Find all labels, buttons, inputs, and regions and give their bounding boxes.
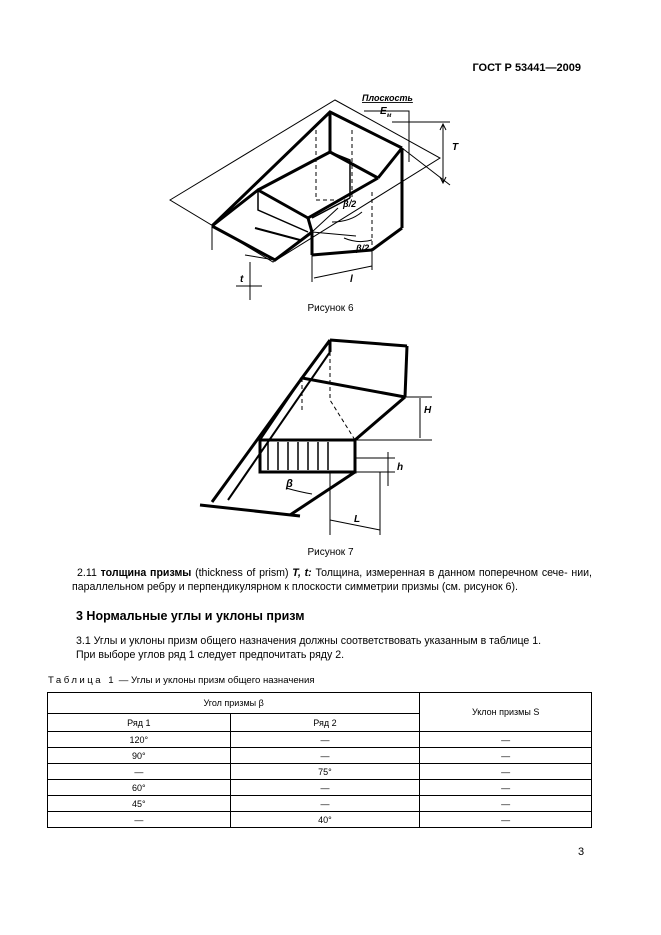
table-row xyxy=(48,748,592,764)
cell: 40° xyxy=(230,812,420,828)
label-h: h xyxy=(397,462,404,473)
figure-7-caption: Рисунок 7 xyxy=(307,547,354,558)
header-row-1: Ряд 1 xyxy=(48,714,231,732)
figure-7-drawing xyxy=(0,330,661,550)
label-beta-half-1: β/2 xyxy=(343,199,357,209)
standard-number: ГОСТ Р 53441—2009 xyxy=(472,62,581,74)
definition-number: 2.11 xyxy=(77,567,97,579)
table-row xyxy=(48,812,592,828)
definition-text-1: Толщина, измеренная в данном поперечном сече- xyxy=(315,567,568,579)
figure-6-drawing xyxy=(0,85,661,300)
table-row xyxy=(48,764,592,780)
cell: — xyxy=(230,796,420,812)
label-l: l xyxy=(350,274,353,285)
header-row-2: Ряд 2 xyxy=(230,714,420,732)
label-L: L xyxy=(354,514,361,525)
definition-text-2: нии, параллельном ребру и перпендикулярном к плоскости симметрии призмы (см. рисунок 6). xyxy=(72,567,592,593)
table-1-label: Таблица 1 xyxy=(48,675,117,686)
table-1-title: — Углы и уклоны призм общего назначения xyxy=(116,675,315,686)
table-row xyxy=(48,732,592,748)
cell: — xyxy=(420,732,592,748)
cell: — xyxy=(420,796,592,812)
page-number: 3 xyxy=(578,846,585,858)
cell: 45° xyxy=(48,796,231,812)
cell: — xyxy=(230,748,420,764)
label-t: t xyxy=(240,274,244,285)
section-3-title: 3 Нормальные углы и уклоны призм xyxy=(76,609,305,623)
plane-label: Плоскость xyxy=(362,93,413,103)
section-3-paragraph xyxy=(76,634,596,662)
definition-2-11 xyxy=(72,566,592,594)
cell: — xyxy=(420,748,592,764)
label-T: T xyxy=(452,142,459,153)
cell: 90° xyxy=(48,748,231,764)
para-line-2: При выборе углов ряд 1 следует предпочитать ряду 2. xyxy=(76,649,345,661)
cell: 60° xyxy=(48,780,231,796)
cell: — xyxy=(420,812,592,828)
definition-symbols: T, t: xyxy=(292,567,312,579)
figure-6-caption: Рисунок 6 xyxy=(307,303,354,314)
plane-symbol: E xyxy=(380,106,387,117)
header-prism-angle: Угол призмы β xyxy=(48,693,420,714)
plane-subscript: м xyxy=(387,113,392,119)
header-prism-slope: Уклон призмы S xyxy=(420,693,592,732)
cell: — xyxy=(48,764,231,780)
table-row xyxy=(48,796,592,812)
label-beta-half-2: β/2 xyxy=(356,243,370,253)
cell: — xyxy=(420,764,592,780)
label-beta: β xyxy=(286,478,293,490)
table-1-caption xyxy=(48,675,315,686)
table-row xyxy=(48,780,592,796)
table-1 xyxy=(47,692,592,828)
label-H: H xyxy=(424,405,432,416)
cell: — xyxy=(230,732,420,748)
cell: 120° xyxy=(48,732,231,748)
definition-english: (thickness of prism) xyxy=(195,567,289,579)
cell: — xyxy=(230,780,420,796)
cell: — xyxy=(48,812,231,828)
cell: — xyxy=(420,780,592,796)
cell: 75° xyxy=(230,764,420,780)
para-line-1: 3.1 Углы и уклоны призм общего назначения должны соответствовать указанным в таблице 1. xyxy=(76,635,542,647)
definition-term: толщина призмы xyxy=(100,567,192,579)
